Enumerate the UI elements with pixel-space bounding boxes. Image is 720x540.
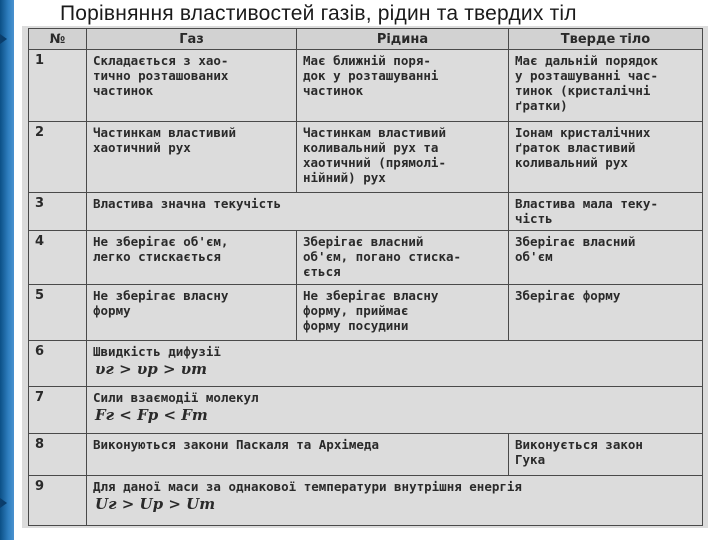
table-header-row bbox=[29, 29, 703, 50]
bullet-arrow-icon bbox=[0, 34, 7, 44]
all-states-cell: Сили взаємодії молекул Fг < Fр < Fт bbox=[87, 387, 703, 433]
row-number: 1 bbox=[29, 50, 87, 122]
header-solid: Тверде тіло bbox=[509, 29, 703, 50]
slide-sidebar bbox=[0, 0, 14, 540]
table-row bbox=[29, 122, 703, 192]
liquid-cell: Не зберігає власну форму, приймає форму посудини bbox=[297, 284, 509, 340]
table-row bbox=[29, 284, 703, 340]
row-number: 3 bbox=[29, 192, 87, 230]
table-row bbox=[29, 475, 703, 525]
header-gas: Газ bbox=[87, 29, 297, 50]
table-row bbox=[29, 341, 703, 387]
energy-formula: Uг > Uр > Uт bbox=[95, 494, 216, 513]
forces-formula: Fг < Fр < Fт bbox=[95, 406, 208, 425]
liquid-cell: Має ближній поря- док у розташуванні частинок bbox=[297, 50, 509, 122]
table-row bbox=[29, 50, 703, 122]
slide-title: Порівняння властивостей газів, рідин та твердих тіл bbox=[60, 2, 577, 25]
gas-liquid-cell: Виконуються закони Паскаля та Архімеда bbox=[87, 433, 509, 475]
row-number: 5 bbox=[29, 284, 87, 340]
row-number: 4 bbox=[29, 230, 87, 284]
row-number: 2 bbox=[29, 122, 87, 192]
gas-cell: Складається з хао- тично розташованих частинок bbox=[87, 50, 297, 122]
solid-cell: Зберігає власний об'єм bbox=[509, 230, 703, 284]
header-liquid: Рідина bbox=[297, 29, 509, 50]
bullet-arrow-icon bbox=[0, 498, 7, 508]
row-number: 6 bbox=[29, 341, 87, 387]
header-number: № bbox=[29, 29, 87, 50]
row-number: 8 bbox=[29, 433, 87, 475]
table-row bbox=[29, 387, 703, 433]
gas-cell: Не зберігає об'єм, легко стискається bbox=[87, 230, 297, 284]
liquid-cell: Частинкам властивий коливальний рух та хаотичний (прямолі- нійний) рух bbox=[297, 122, 509, 192]
table-row bbox=[29, 433, 703, 475]
comparison-table bbox=[28, 28, 703, 526]
liquid-cell: Зберігає власний об'єм, погано стиска- ється bbox=[297, 230, 509, 284]
solid-cell: Має дальній порядок у розташуванні час- тинок (кристалічні ґратки) bbox=[509, 50, 703, 122]
solid-cell: Іонам кристалічних ґраток властивий коливальний рух bbox=[509, 122, 703, 192]
all-states-cell: Для даної маси за однакової температури внутрішня енергія Uг > Uр > Uт bbox=[87, 475, 703, 525]
row-number: 7 bbox=[29, 387, 87, 433]
gas-liquid-cell: Властива значна текучість bbox=[87, 192, 509, 230]
gas-cell: Частинкам властивий хаотичний рух bbox=[87, 122, 297, 192]
diffusion-formula: υг > υр > υт bbox=[95, 360, 208, 379]
row-number: 9 bbox=[29, 475, 87, 525]
table-row bbox=[29, 230, 703, 284]
solid-cell: Зберігає форму bbox=[509, 284, 703, 340]
gas-cell: Не зберігає власну форму bbox=[87, 284, 297, 340]
scanned-table-image bbox=[22, 26, 708, 528]
table-row bbox=[29, 192, 703, 230]
all-states-cell: Швидкість дифузії υг > υр > υт bbox=[87, 341, 703, 387]
solid-cell: Властива мала теку- чість bbox=[509, 192, 703, 230]
solid-cell: Виконується закон Гука bbox=[509, 433, 703, 475]
